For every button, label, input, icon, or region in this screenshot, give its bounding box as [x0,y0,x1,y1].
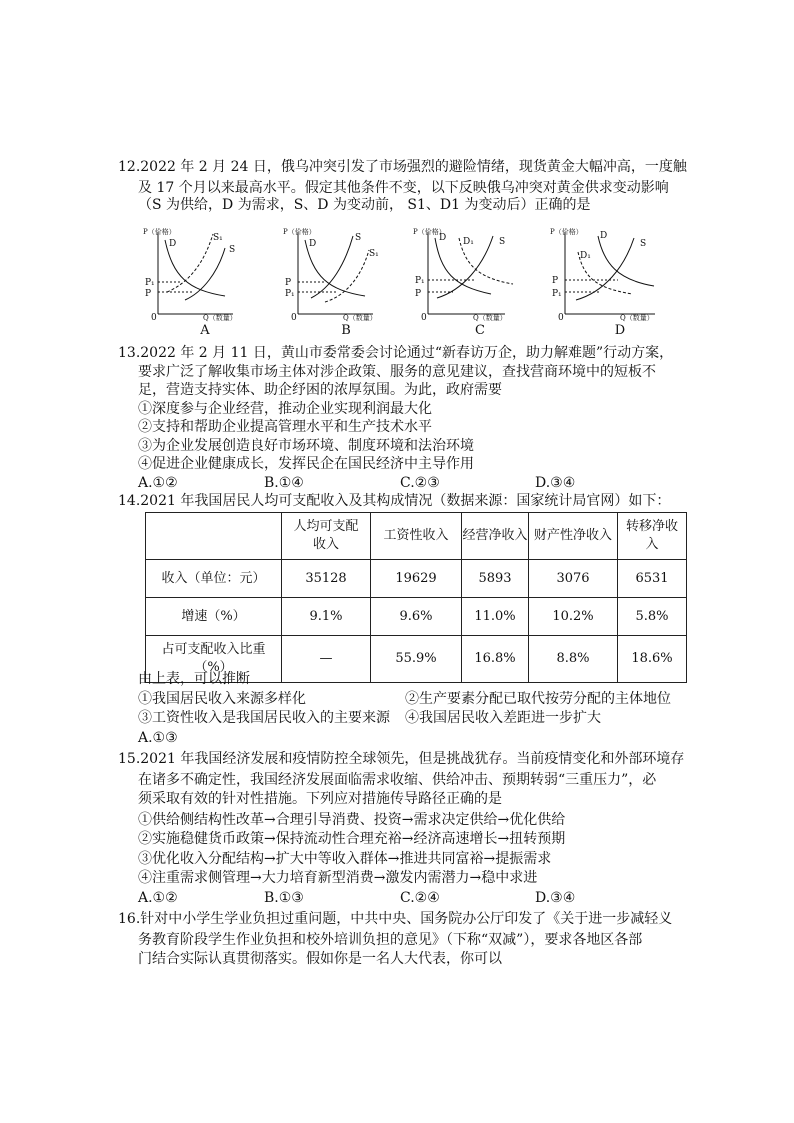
graph-d-label: D [614,323,626,338]
q13-item-4: ④促进企业健康成长，发挥民企在国民经济中主导作用 [138,456,474,472]
q14-item-4: ④我国居民收入差距进一步扩大 [405,710,601,726]
q13-line-3: 足，营造支持实体、助企纾困的浓厚氛围。为此，政府需要 [138,382,502,398]
graph-b-curve-s1: S₁ [369,249,379,259]
graph-c-price-1: P₁ [415,276,425,286]
graph-a-xlabel: Q（数量） [203,314,237,322]
q14-item-3: ③工资性收入是我国居民收入的主要来源 [138,710,390,726]
q13-item-3: ③为企业发展创造良好市场环境、制度环境和法治环境 [138,438,474,454]
q14-item-1: ①我国居民收入来源多样化 [138,691,306,707]
table-cell: 6531 [618,560,687,598]
graph-c-curve-s: S [499,237,506,247]
graph-b-curve-d: D [309,239,317,249]
graph-b-curve-s: S [355,233,362,243]
table-cell: 8.8% [529,636,618,683]
graph-d [550,222,662,322]
graph-c-xlabel: Q（数量） [473,314,507,322]
q15-item-4: ④注重需求侧管理→大力培育新型消费→激发内需潜力→稳中求进 [138,870,538,886]
q15-option-b[interactable]: B.①③ [264,890,304,906]
q15-item-2: ②实施稳健货币政策→保持流动性合理充裕→经济高速增长→扭转预期 [138,831,566,847]
q15-option-c[interactable]: C.②④ [400,890,440,906]
q15-options [138,889,658,907]
q14-item-2: ②生产要素分配已取代按劳分配的主体地位 [405,691,671,707]
graph-b-price-1: P [285,278,292,288]
q15-option-a[interactable]: A.①② [138,890,178,906]
q13-option-d[interactable]: D.③④ [535,475,576,491]
table-header-cell [146,513,282,560]
table-cell: 占可支配收入比重（%） [146,636,282,683]
table-header-cell: 转移净收入 [618,513,687,560]
graph-c-ylabel: P（价格） [413,228,446,236]
income-table [145,512,687,683]
table-cell: — [282,636,371,683]
graph-a-price-1: P₁ [145,278,155,288]
q16-line-1: 16.针对中小学生学业负担过重问题，中共中央、国务院办公厅印发了《关于进一步减轻义 [118,911,673,927]
graph-d-curve-d: D [600,231,608,241]
graph-d-price-2: P₁ [552,289,562,299]
table-cell: 35128 [282,560,371,598]
graph-a-curve-s: S [229,245,236,255]
q13-item-1: ①深度参与企业经营，推动企业实现利润最大化 [138,401,432,417]
q13-line-1: 13.2022 年 2 月 11 日，黄山市委常委会讨论通过“新春访万企，助力解难题”行动方案， [118,345,674,361]
q13-options [138,474,658,492]
q16-line-2: 务教育阶段学生作业负担和校外培训负担的意见》（下称“双减”），要求各地区各部 [138,932,643,948]
table-cell: 3076 [529,560,618,598]
table-header-cell: 经营净收入 [462,513,529,560]
graph-d-curve-d1: D₁ [580,251,591,261]
q14-title: 14.2021 年我国居民人均可支配收入及其构成情况（数据来源：国家统计局官网）如下： [118,493,671,509]
graph-c-label: C [475,323,485,338]
q13-option-b[interactable]: B.①④ [264,475,304,491]
graph-c-origin: 0 [421,313,427,323]
table-header-cell: 财产性净收入 [529,513,618,560]
table-header-cell: 人均可支配收入 [282,513,371,560]
q15-item-3: ③优化收入分配结构→扩大中等收入群体→推进共同富裕→提振需求 [138,851,552,867]
graph-a-ylabel: P（价格） [143,228,176,236]
q15-item-1: ①供给侧结构性改革→合理引导消费、投资→需求决定供给→优化供给 [138,812,566,828]
graph-b-price-2: P₁ [285,289,295,299]
q13-item-2: ②支持和帮助企业提高管理水平和生产技术水平 [138,419,432,435]
q15-line-3: 须采取有效的针对性措施。下列应对措施传导路径正确的是 [138,791,502,807]
q14-option-a[interactable]: A.①③ [138,730,178,746]
graph-a [143,222,253,322]
table-cell: 16.8% [462,636,529,683]
graph-d-origin: 0 [558,313,564,323]
graph-d-curve-s: S [640,239,647,249]
q16-line-3: 门结合实际认真贯彻落实。假如你是一名人大代表，你可以 [138,951,502,967]
table-cell: 18.6% [618,636,687,683]
q13-option-c[interactable]: C.②③ [400,475,440,491]
graph-b-label: B [341,323,351,338]
table-cell: 9.6% [371,598,462,636]
q14-infer: 由上表，可以推断 [138,671,250,687]
graph-c [413,222,525,322]
table-cell: 5.8% [618,598,687,636]
q15-line-2: 在诸多不确定性，我国经济发展面临需求收缩、供给冲击、预期转弱“三重压力”，必 [138,772,657,788]
table-row [146,560,687,598]
graph-c-curve-d: D [439,233,447,243]
table-cell: 收入（单位：元） [146,560,282,598]
graph-c-curve-d1: D₁ [463,237,474,247]
q12-line-2: 及 17 个月以来最高水平。假定其他条件不变，以下反映俄乌冲突对黄金供求变动影响 [138,180,669,196]
q12-line-1: 12.2022 年 2 月 24 日，俄乌冲突引发了市场强烈的避险情绪，现货黄金大幅冲高，一度触 [118,159,687,175]
graph-a-label: A [200,323,210,338]
table-cell: 55.9% [371,636,462,683]
q12-line-3: （S 为供给，D 为需求，S、D 为变动前， S1、D1 为变动后）正确的是 [138,197,591,213]
table-cell: 19629 [371,560,462,598]
q15-line-1: 15.2021 年我国经济发展和疫情防控全球领先，但是挑战犹存。当前疫情变化和外部环境存 [118,751,685,767]
table-cell: 11.0% [462,598,529,636]
q13-option-a[interactable]: A.①② [138,475,178,491]
graph-d-price-1: P [552,276,559,286]
table-cell: 增速（%） [146,598,282,636]
table-cell: 10.2% [529,598,618,636]
graph-a-price-2: P [145,289,152,299]
table-cell: 9.1% [282,598,371,636]
graph-a-origin: 0 [151,313,157,323]
graph-b-xlabel: Q（数量） [343,314,377,322]
graph-b-ylabel: P（价格） [283,228,316,236]
graph-b [283,222,393,322]
graph-d-xlabel: Q（数量） [620,314,654,322]
graph-a-curve-d: D [169,239,177,249]
table-header-cell: 工资性收入 [371,513,462,560]
q15-option-d[interactable]: D.③④ [535,890,576,906]
graph-c-price-2: P [415,289,422,299]
graph-a-curve-s1: S₁ [213,233,223,243]
table-header-row [146,513,687,560]
graph-b-origin: 0 [291,313,297,323]
table-row [146,598,687,636]
table-cell: 5893 [462,560,529,598]
graph-d-ylabel: P（价格） [550,228,583,236]
q13-line-2: 要求广泛了解收集市场主体对涉企政策、服务的意见建议，查找营商环境中的短板不 [138,364,656,380]
